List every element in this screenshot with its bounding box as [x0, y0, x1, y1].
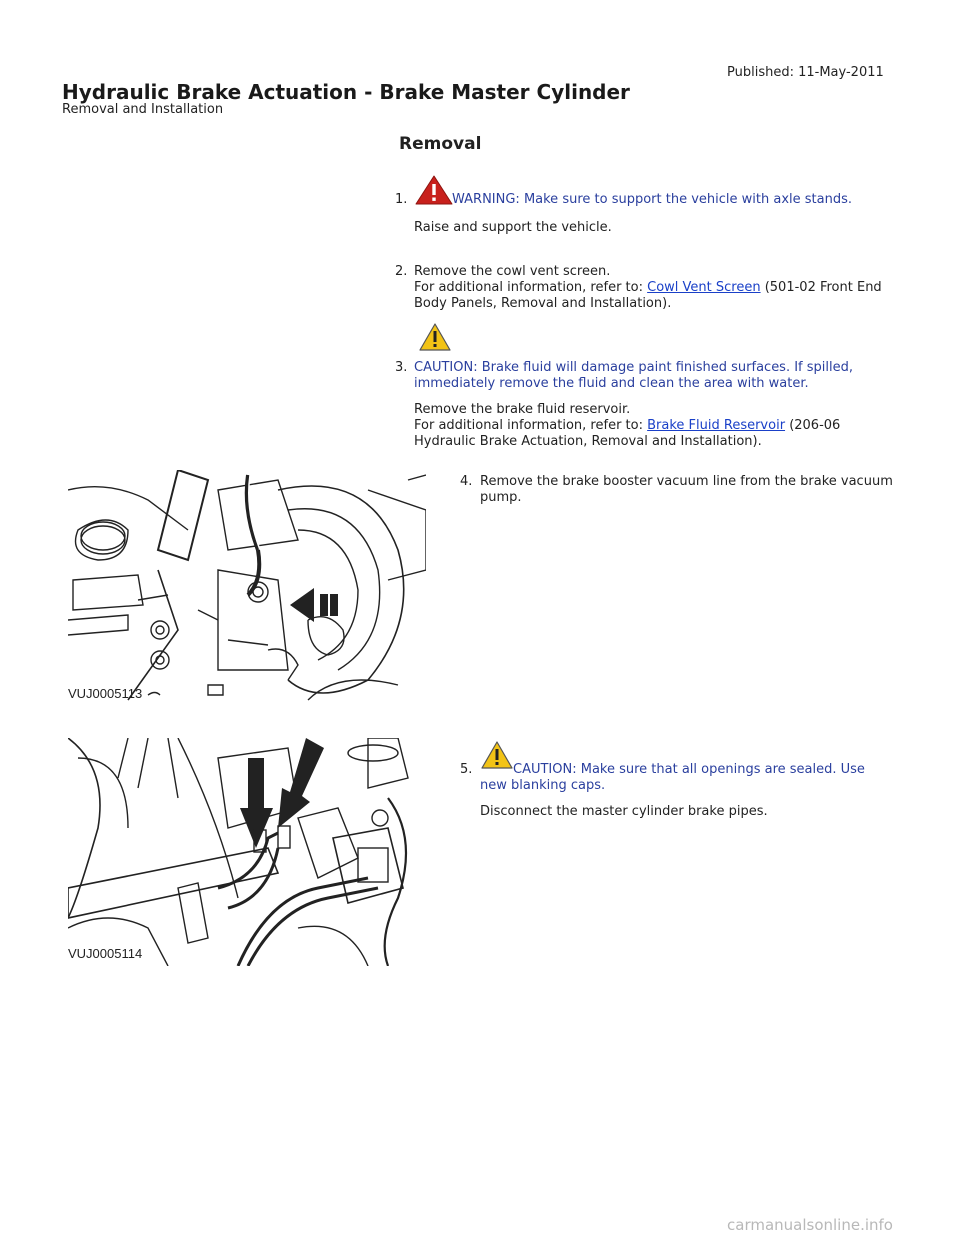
reference-suffix: (206-06 [789, 418, 841, 433]
step-number: 3. [395, 360, 408, 375]
step-notice-cont: immediately remove the fluid and clean the area with water. [414, 376, 809, 391]
reference-prefix: For additional information, refer to: [414, 418, 643, 433]
step-text: Remove the cowl vent screen. [414, 264, 611, 279]
step-reference [414, 280, 882, 296]
published-date: Published: 11-May-2011 [727, 65, 884, 80]
step-text: Raise and support the vehicle. [414, 220, 612, 235]
step-notice: CAUTION: Brake fluid will damage paint finished surfaces. If spilled, [414, 360, 854, 375]
figure-label: VUJ0005114 [68, 946, 143, 961]
figure-label: VUJ0005113 [68, 686, 143, 701]
step-reference-cont: Body Panels, Removal and Installation). [414, 296, 672, 311]
watermark: carmanualsonline.info [727, 1216, 893, 1234]
step-notice: WARNING: Make sure to support the vehicle with axle stands. [452, 192, 852, 207]
brake-fluid-reservoir-link[interactable]: Brake Fluid Reservoir [647, 418, 786, 433]
reference-prefix: For additional information, refer to: [414, 280, 643, 295]
step-notice-cont: new blanking caps. [480, 778, 606, 793]
step-number: 2. [395, 264, 408, 279]
step-notice: CAUTION: Make sure that all openings are sealed. Use [513, 762, 865, 777]
step-reference [414, 418, 840, 434]
step-text: Remove the brake fluid reservoir. [414, 402, 631, 417]
caution-icon [480, 740, 514, 774]
caution-icon [418, 322, 452, 356]
step-text: Remove the brake booster vacuum line from the brake vacuum [480, 474, 893, 489]
page-subtitle: Removal and Installation [62, 102, 224, 117]
step-text-cont: pump. [480, 490, 522, 505]
step-reference-cont: Hydraulic Brake Actuation, Removal and Installation). [414, 434, 762, 449]
brake-pipes-illustration [68, 738, 426, 966]
brake-booster-illustration [68, 470, 426, 706]
reference-suffix: (501-02 Front End [764, 280, 882, 295]
step-number: 5. [460, 762, 473, 777]
step-number: 1. [395, 192, 408, 207]
cowl-vent-screen-link[interactable]: Cowl Vent Screen [647, 280, 761, 295]
step-number: 4. [460, 474, 473, 489]
warning-icon [414, 174, 454, 210]
step-text: Disconnect the master cylinder brake pipes. [480, 804, 768, 819]
page-title: Hydraulic Brake Actuation - Brake Master Cylinder [62, 80, 630, 104]
section-title: Removal [399, 134, 482, 154]
